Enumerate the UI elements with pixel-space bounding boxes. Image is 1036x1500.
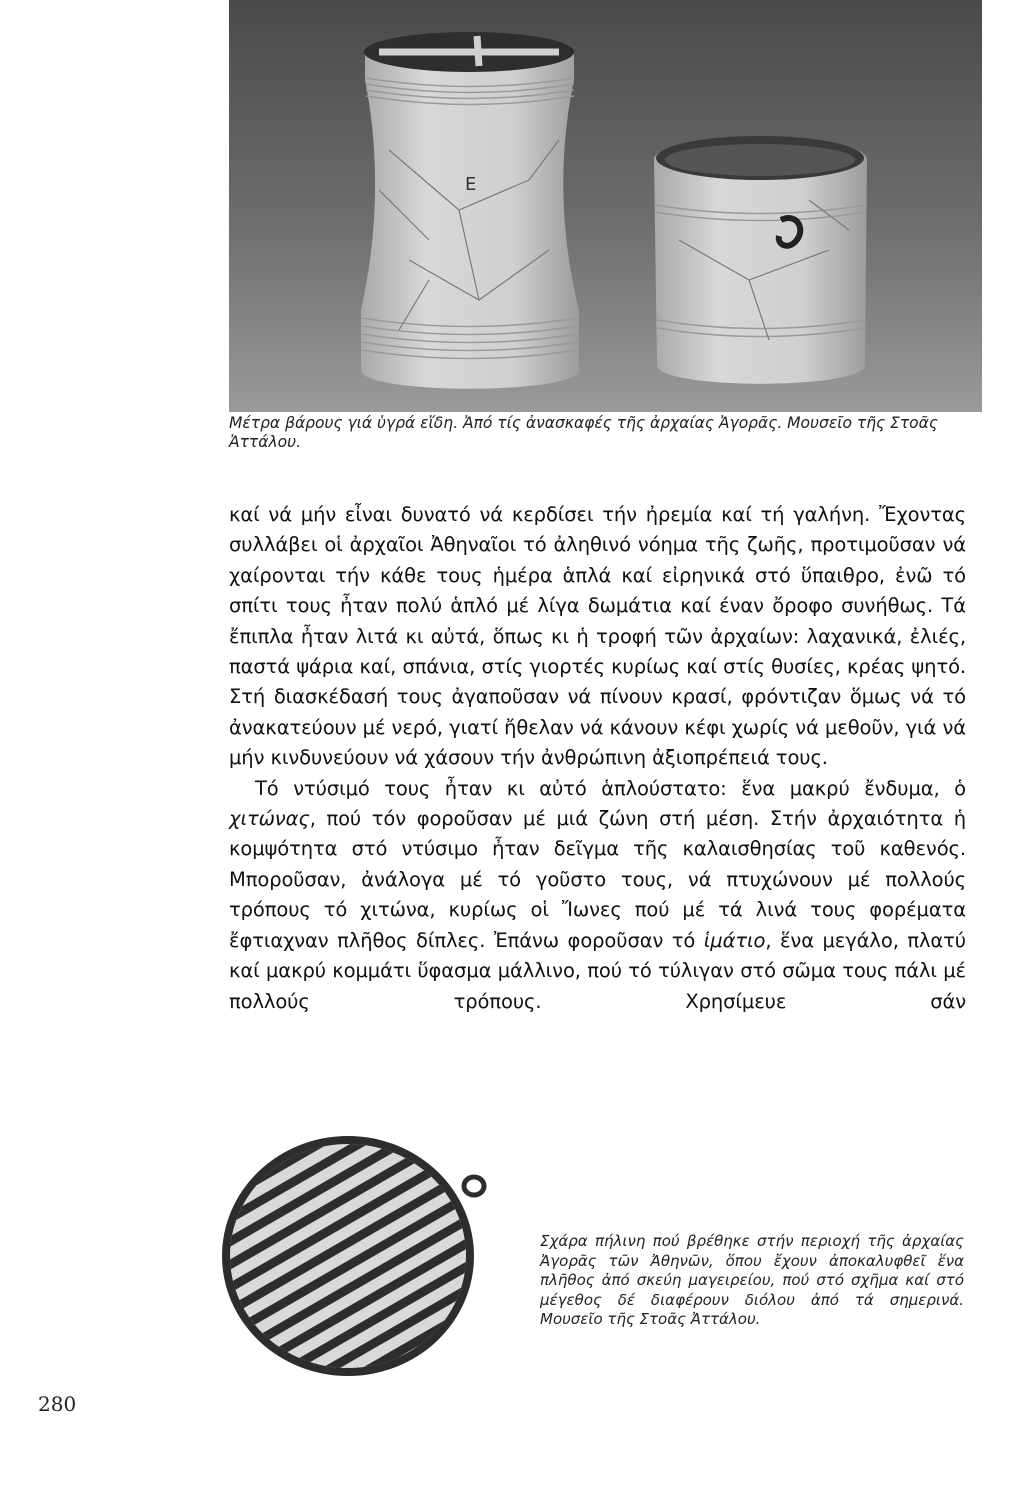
short-measure-jar — [654, 136, 867, 384]
paragraph-2-part-a: Τό ντύσιμό τους ἦταν κι αὐτό ἁπλούστατο: ἕνα μακρύ ἔνδυμα, ὁ — [255, 776, 966, 800]
caption-clay-grill: Σχάρα πήλινη πού βρέθηκε στήν περιοχή τῆς ἀρχαίας Ἀγορᾶς τῶν Ἀθηνῶν, ὅπου ἔχουν ἀποκαλυφθεῖ ἕνα πλῆθος ἀπό σκεύη μαγειρείου, πού στό σχῆμα καί στό μέγεθος δέ διαφέρουν διόλου ἀπό τά σημερινά. Μουσεῖο τῆς Στοᾶς Ἀττάλου. — [540, 1232, 964, 1329]
page-number: 280 — [38, 1392, 77, 1416]
photo-clay-grill — [212, 1122, 492, 1384]
body-text — [229, 500, 966, 1017]
caption-liquid-measures: Μέτρα βάρους γιά ὑγρά εἴδη. Ἀπό τίς ἀνασκαφές τῆς ἀρχαίας Ἀγορᾶς. Μουσεῖο τῆς Στοᾶς Ἀττάλου. — [229, 414, 938, 451]
jar-mark-e: Ε — [465, 174, 477, 195]
paragraph-1: καί νά μήν εἶναι δυνατό νά κερδίσει τήν ἠρεμία καί τή γαλήνη. Ἔχοντας συλλάβει οἱ ἀρχαῖοι Ἀθηναῖοι τό ἀληθινό νόημα τῆς ζωῆς, προτιμοῦσαν νά χαίρονται τήν κάθε τους ἡμέρα ἁπλά καί εἰρηνικά στό ὕπαιθρο, ἐνῶ τό σπίτι τους ἦταν πολύ ἁπλό μέ λίγα δωμάτια καί έναν ὄροφο συνήθως. Τά ἔπιπλα ἦταν λιτά κι αὐτά, ὅπως κι ἡ τροφή τῶν ἀρχαίων: λαχανικά, ἐλιές, παστά ψάρια καί, σπάνια, στίς γιορτές κυρίως καί στίς θυσίες, κρέας ψητό. Στή διασκέδασή τους ἀγαποῦσαν νά πίνουν κρασί, φρόντιζαν ὅμως νά τό ἀνακατεύουν μέ νερό, γιατί ἤθελαν νά κάνουν κέφι χωρίς νά μεθοῦν, γιά νά μήν κινδυνεύουν νά χάσουν τήν ἀνθρώπινη ἀξιοπρέπειά τους. — [229, 503, 966, 770]
photo-liquid-measures — [229, 0, 982, 412]
term-chiton: χιτώνας — [229, 807, 310, 831]
tall-measure-jar — [361, 32, 579, 389]
paragraph-2-part-b: , πού τόν φοροῦσαν μέ μιά ζώνη στή μέση. Στήν ἀρχαιότητα ἡ κομψότητα στό ντύσιμο ἦταν δεῖγμα τῆς καλαισθησίας τοῦ καθενός. Μποροῦσαν, ἀνάλογα μέ τό γοῦστο τους, νά πτυχώνουν μέ πολλούς τρόπους τό χιτώνα, κυρίως οἱ Ἴωνες πού μέ τά λινά τους φορέματα ἔφτιαχναν πλῆθος δίπλες. Ἐπάνω φοροῦσαν τό — [229, 807, 966, 952]
paragraph-2-part-c: , ἕνα μεγάλο, πλατύ καί μακρύ κομμάτι ὕφασμα μάλλινο, πού τό τύλιγαν στό σῶμα τους πάλι μέ πολλούς τρόπους. Χρησίμευε σάν — [229, 928, 966, 1013]
term-himation: ἱμάτιο — [703, 928, 766, 952]
paragraph-2 — [229, 774, 966, 1017]
